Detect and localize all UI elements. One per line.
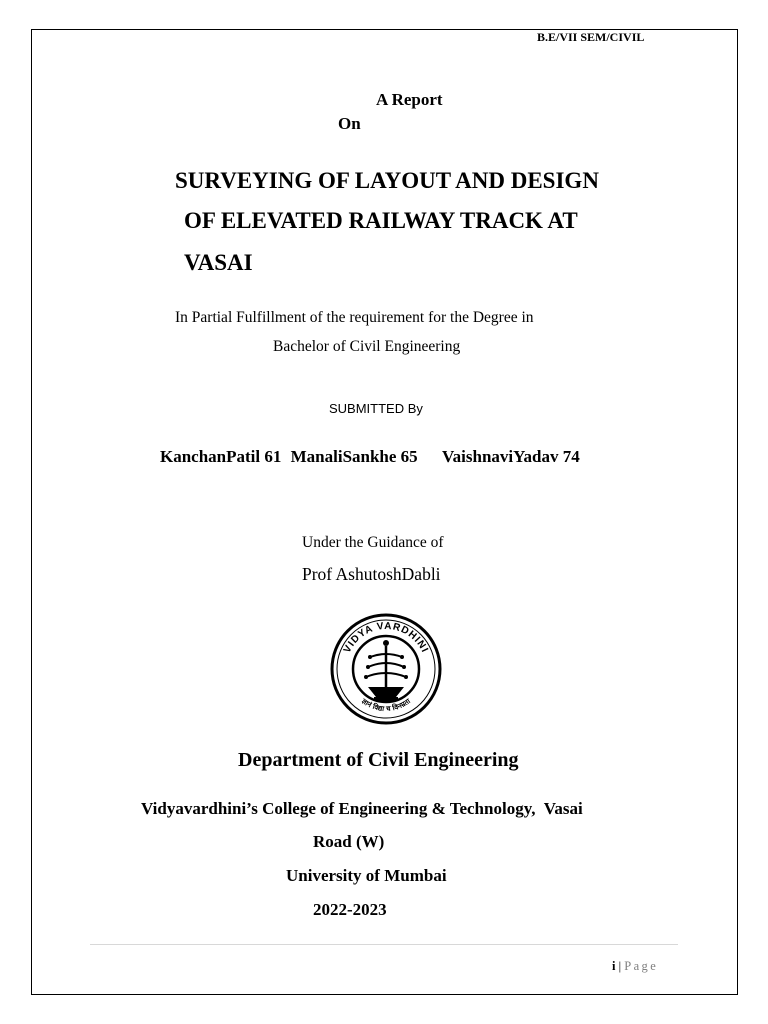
title-line-2: OF ELEVATED RAILWAY TRACK AT xyxy=(184,208,578,233)
student-name: KanchanPatil 61 xyxy=(160,447,282,466)
fulfillment-line-1: In Partial Fulfillment of the requirement for the Degree in xyxy=(175,309,534,326)
college-name-line-2: Road (W) xyxy=(313,832,385,851)
report-label: A Report xyxy=(376,90,443,109)
student-name: ManaliSankhe 65 xyxy=(290,447,418,466)
student-name: VaishnaviYadav 74 xyxy=(441,447,580,466)
student-names xyxy=(160,447,580,467)
academic-year: 2022-2023 xyxy=(313,900,387,919)
page-footer xyxy=(612,959,658,974)
page-number: i xyxy=(612,959,616,973)
page-label: Page xyxy=(624,959,659,973)
college-seal-logo xyxy=(330,613,442,725)
department-name: Department of Civil Engineering xyxy=(238,749,519,771)
title-line-1: SURVEYING OF LAYOUT AND DESIGN xyxy=(175,168,599,193)
submitted-by-label: SUBMITTED By xyxy=(329,401,423,416)
course-header: B.E/VII SEM/CIVIL xyxy=(537,30,645,44)
college-name-line-1: Vidyavardhini’s College of Engineering & Technology, Vasai xyxy=(141,799,583,818)
title-line-3: VASAI xyxy=(184,250,253,275)
footer-divider xyxy=(90,944,678,945)
fulfillment-line-2: Bachelor of Civil Engineering xyxy=(273,338,461,355)
page-separator: | xyxy=(618,959,622,973)
svg-text:ज्ञानं विद्या च विनम्रता: ज्ञानं विद्या च विनम्रता xyxy=(360,697,412,714)
svg-text:VIDYA VARDHINI: VIDYA VARDHINI xyxy=(341,620,431,655)
university-name: University of Mumbai xyxy=(286,866,447,885)
guidance-label: Under the Guidance of xyxy=(302,534,444,551)
on-label: On xyxy=(338,114,361,133)
guide-name: Prof AshutoshDabli xyxy=(302,564,441,584)
